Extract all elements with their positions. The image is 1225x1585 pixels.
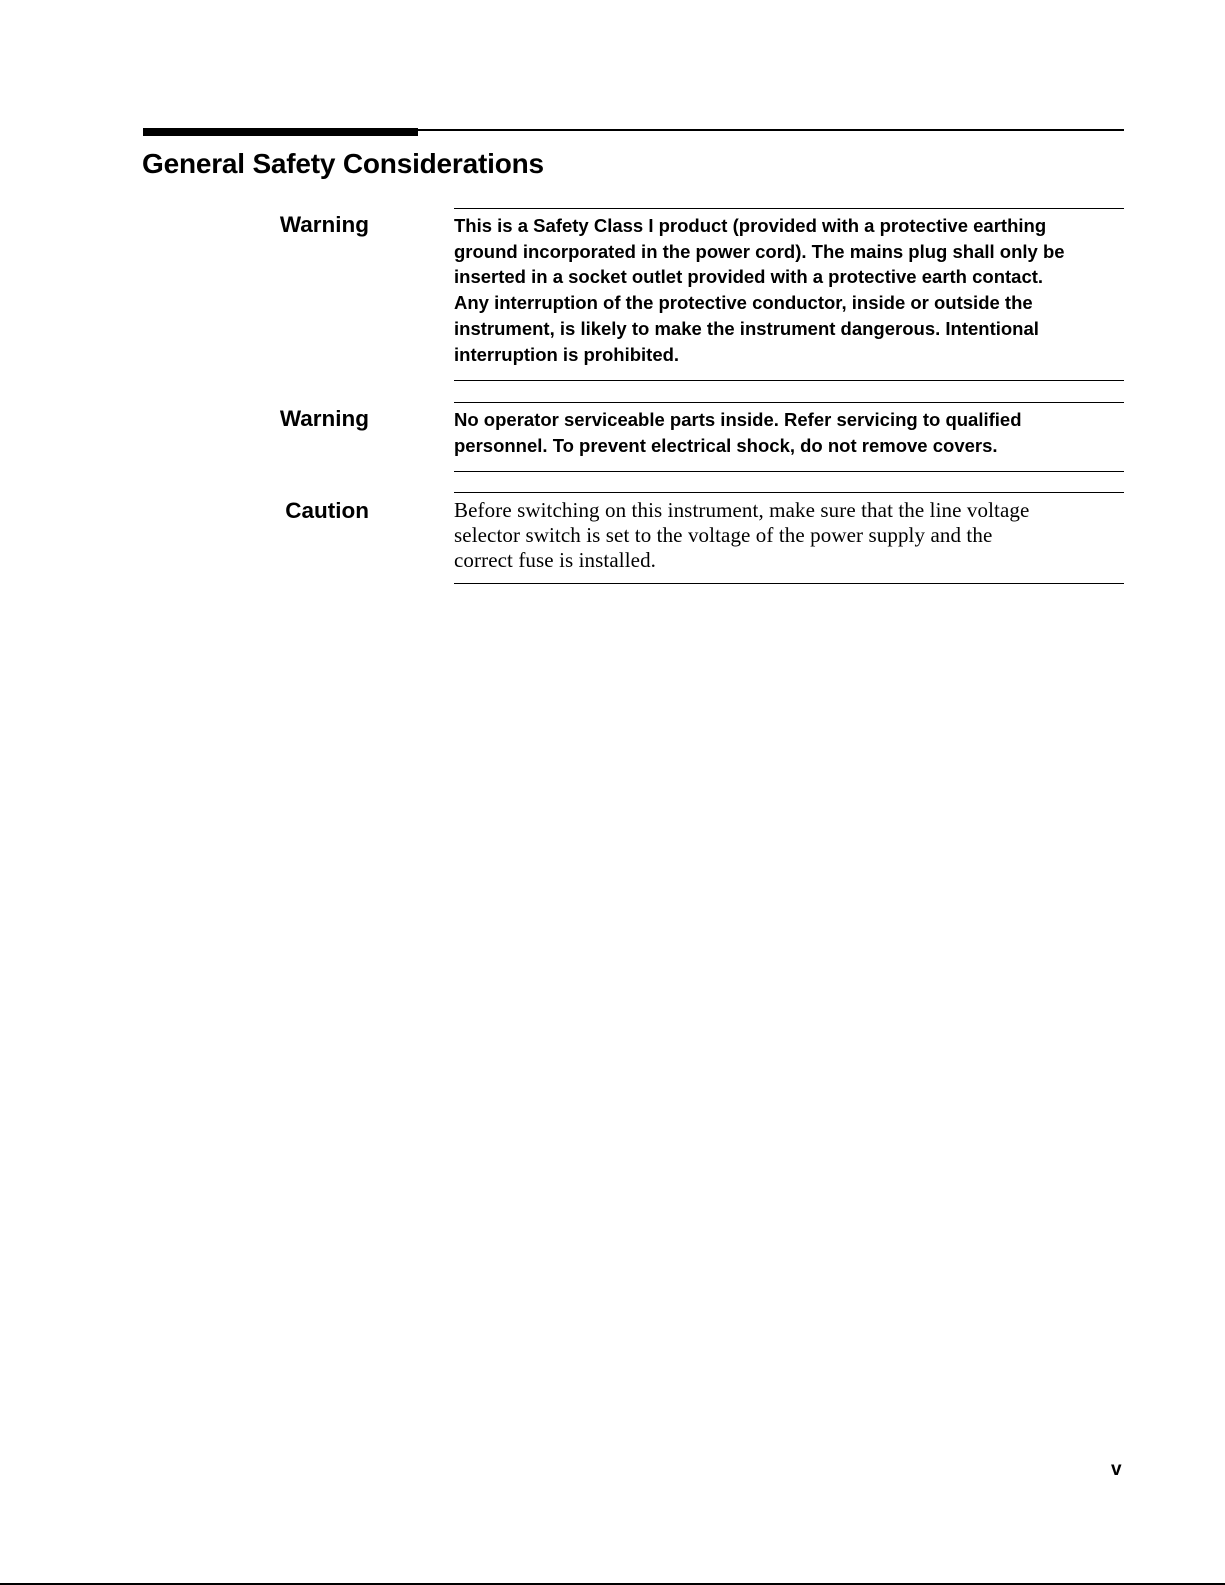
notice-line: selector switch is set to the voltage of the power supply and the	[454, 523, 993, 547]
page-title: General Safety Considerations	[142, 148, 544, 179]
notice-label: Caution	[285, 498, 369, 523]
notice-line: personnel. To prevent electrical shock, do not remove covers.	[454, 434, 998, 456]
notice-label: Warning	[279, 212, 369, 237]
notice-line: Before switching on this instrument, make sure that the line voltage	[454, 498, 1030, 522]
notice-line: This is a Safety Class I product (provided with a protective earthing	[454, 215, 1047, 236]
notice-line: ground incorporated in the power cord). The mains plug shall only be	[454, 240, 1065, 262]
notice-line: Any interruption of the protective conductor, inside or outside the	[454, 292, 1033, 314]
notice-line: interruption is prohibited.	[454, 343, 680, 365]
notice-line: instrument, is likely to make the instrument dangerous. Intentional	[454, 317, 1039, 339]
notice-body	[454, 492, 1124, 584]
notice-line: correct fuse is installed.	[454, 548, 657, 572]
notice-body	[454, 208, 1124, 381]
header-rule-accent	[143, 128, 418, 136]
notice-label: Warning	[279, 406, 369, 431]
notice-line: No operator serviceable parts inside. Refer servicing to qualified	[454, 409, 1022, 430]
notice-body	[454, 402, 1124, 472]
notice-line: inserted in a socket outlet provided with a protective earth contact.	[454, 266, 1044, 288]
page-number: v	[1111, 1459, 1122, 1480]
